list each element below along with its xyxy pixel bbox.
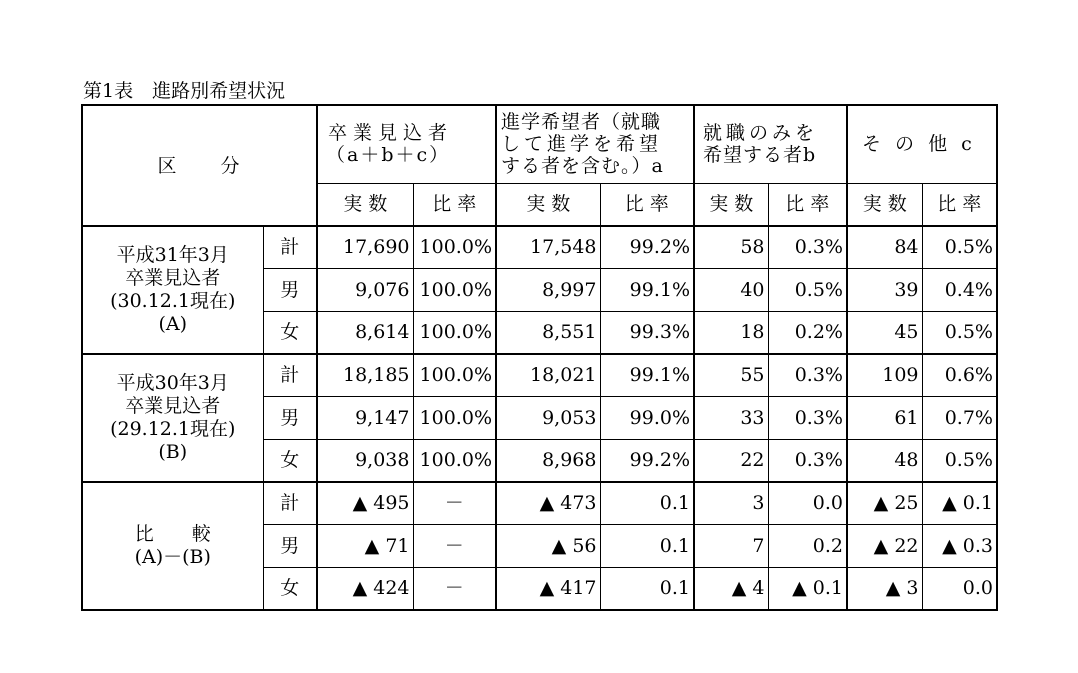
table-cell: 99.1% xyxy=(600,268,694,311)
table-cell: 22 xyxy=(694,439,768,482)
header-sub: 実 数 xyxy=(317,183,413,226)
table-cell: 0.6% xyxy=(922,354,997,396)
table-cell: 0.5% xyxy=(922,226,997,268)
row-kind: 女 xyxy=(263,439,317,482)
header-line: 卒業見込者 xyxy=(328,122,454,145)
section-label-line: 卒業見込者 xyxy=(125,395,221,417)
table-cell: 100.0% xyxy=(413,268,496,311)
section-label-line: 卒業見込者 xyxy=(125,267,221,289)
table-cell: － xyxy=(413,524,496,567)
table-cell: 0.0 xyxy=(768,482,847,524)
table-cell: 17,548 xyxy=(496,226,600,268)
header-sub: 実 数 xyxy=(496,183,600,226)
table-cell: 84 xyxy=(847,226,922,268)
table-cell: 100.0% xyxy=(413,439,496,482)
table-cell: 55 xyxy=(694,354,768,396)
table-cell: 100.0% xyxy=(413,396,496,439)
table-cell: 0.1 xyxy=(600,524,694,567)
table-cell: 0.3% xyxy=(768,354,847,396)
table-cell: 99.1% xyxy=(600,354,694,396)
table-cell: 7 xyxy=(694,524,768,567)
header-line: 希望する者b xyxy=(703,144,817,167)
section-label-line: (30.12.1現在) xyxy=(110,290,236,312)
table-cell: 8,968 xyxy=(496,439,600,482)
table-cell: － xyxy=(413,482,496,524)
section-label-line: (A)－(B) xyxy=(134,546,211,568)
table-cell: 0.1 xyxy=(600,567,694,610)
table-cell: ▲ 71 xyxy=(317,524,413,567)
table-cell: 3 xyxy=(694,482,768,524)
header-sub: 実 数 xyxy=(847,183,922,226)
table-cell: ▲ 0.1 xyxy=(768,567,847,610)
table-cell: 8,614 xyxy=(317,311,413,354)
row-kind: 男 xyxy=(263,524,317,567)
header-line: そ の 他 c xyxy=(862,133,976,156)
table-cell: － xyxy=(413,567,496,610)
table-cell: ▲ 495 xyxy=(317,482,413,524)
table-cell: ▲ 0.1 xyxy=(922,482,997,524)
table-cell: ▲ 473 xyxy=(496,482,600,524)
section-label-line: (29.12.1現在) xyxy=(110,418,236,440)
table-cell: 45 xyxy=(847,311,922,354)
section-label xyxy=(82,226,263,354)
table-cell: 99.2% xyxy=(600,439,694,482)
header-group-sonota xyxy=(847,105,997,183)
table-cell: 9,147 xyxy=(317,396,413,439)
table-cell: ▲ 4 xyxy=(694,567,768,610)
header-group-shushoku xyxy=(694,105,847,183)
table-cell: 100.0% xyxy=(413,226,496,268)
table-cell: 0.3% xyxy=(768,439,847,482)
header-line: （a＋b＋c） xyxy=(326,144,451,167)
section-label-line: (B) xyxy=(158,441,188,463)
table-cell: 0.4% xyxy=(922,268,997,311)
row-kind: 計 xyxy=(263,354,317,396)
row-kind: 男 xyxy=(263,268,317,311)
table-cell: ▲ 25 xyxy=(847,482,922,524)
row-kind: 男 xyxy=(263,396,317,439)
table-cell: 0.0 xyxy=(922,567,997,610)
table-row xyxy=(82,482,997,524)
table-cell: 8,997 xyxy=(496,268,600,311)
table-row xyxy=(82,354,997,396)
table-cell: ▲ 3 xyxy=(847,567,922,610)
table-caption: 第1表 進路別希望状況 xyxy=(83,80,286,102)
table-cell: 48 xyxy=(847,439,922,482)
table-cell: 18,021 xyxy=(496,354,600,396)
table-cell: 9,038 xyxy=(317,439,413,482)
table-cell: 58 xyxy=(694,226,768,268)
section-label xyxy=(82,482,263,610)
career-hope-table xyxy=(81,104,998,611)
table-cell: ▲ 417 xyxy=(496,567,600,610)
table-cell: 33 xyxy=(694,396,768,439)
table-cell: 109 xyxy=(847,354,922,396)
header-group-shingaku xyxy=(496,105,694,183)
table-cell: ▲ 22 xyxy=(847,524,922,567)
header-line: 就職のみを xyxy=(703,122,819,145)
row-kind: 女 xyxy=(263,311,317,354)
table-cell: 100.0% xyxy=(413,354,496,396)
table-cell: 39 xyxy=(847,268,922,311)
table-cell: 99.0% xyxy=(600,396,694,439)
header-sub: 比 率 xyxy=(413,183,496,226)
table-cell: 18 xyxy=(694,311,768,354)
table-cell: 18,185 xyxy=(317,354,413,396)
table-cell: ▲ 0.3 xyxy=(922,524,997,567)
header-group-sotsugyo xyxy=(317,105,496,183)
table-cell: 40 xyxy=(694,268,768,311)
table-cell: 61 xyxy=(847,396,922,439)
header-line: 進学希望者（就職 xyxy=(501,111,662,134)
section-label-line: 比 較 xyxy=(134,523,211,545)
table-cell: ▲ 424 xyxy=(317,567,413,610)
table-cell: 0.5% xyxy=(922,439,997,482)
table-cell: 0.3% xyxy=(768,396,847,439)
table-cell: 9,076 xyxy=(317,268,413,311)
table-cell: 0.7% xyxy=(922,396,997,439)
row-kind: 計 xyxy=(263,482,317,524)
table-cell: 0.2% xyxy=(768,311,847,354)
table-cell: 99.2% xyxy=(600,226,694,268)
row-kind: 女 xyxy=(263,567,317,610)
header-sub: 比 率 xyxy=(768,183,847,226)
section-label-line: (A) xyxy=(158,313,188,335)
table-cell: 0.1 xyxy=(600,482,694,524)
table-cell: 100.0% xyxy=(413,311,496,354)
table-cell: 0.2 xyxy=(768,524,847,567)
header-line: する者を含む。）a xyxy=(501,155,664,178)
table-cell: 8,551 xyxy=(496,311,600,354)
header-sub: 比 率 xyxy=(922,183,997,226)
header-sub: 実 数 xyxy=(694,183,768,226)
header-sub: 比 率 xyxy=(600,183,694,226)
section-label-line: 平成31年3月 xyxy=(116,244,229,266)
section-label xyxy=(82,354,263,482)
table-cell: ▲ 56 xyxy=(496,524,600,567)
row-kind: 計 xyxy=(263,226,317,268)
header-line: して進学を希望 xyxy=(501,133,663,156)
table-cell: 99.3% xyxy=(600,311,694,354)
table-cell: 17,690 xyxy=(317,226,413,268)
table-row xyxy=(82,226,997,268)
table-cell: 0.3% xyxy=(768,226,847,268)
section-label-line: 平成30年3月 xyxy=(116,372,229,394)
table-cell: 9,053 xyxy=(496,396,600,439)
table-cell: 0.5% xyxy=(922,311,997,354)
header-kubun: 区 分 xyxy=(82,105,317,226)
table-cell: 0.5% xyxy=(768,268,847,311)
